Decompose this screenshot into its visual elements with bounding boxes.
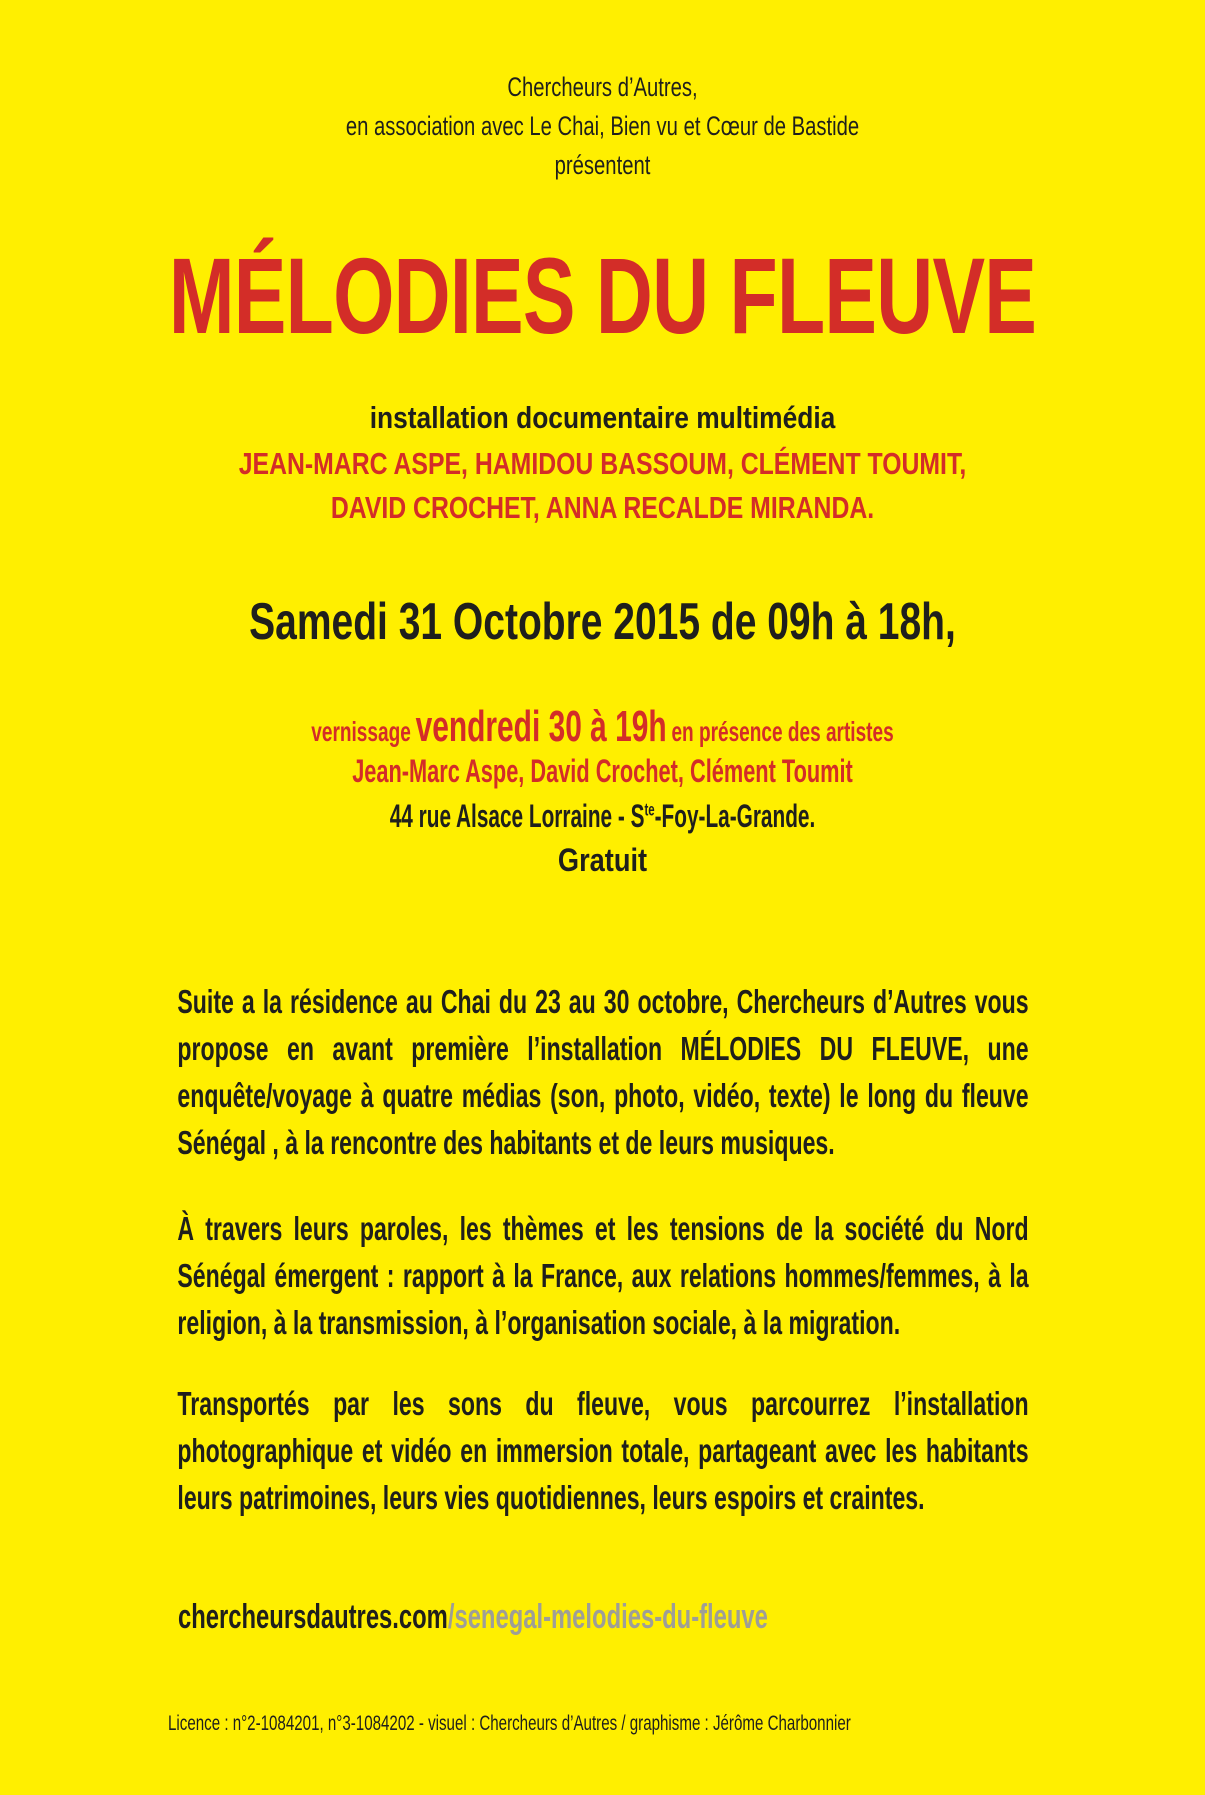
licence-note: Licence : n°2-1084201, n°3-1084202 - visuel : Chercheurs d’Autres / graphisme : Jérôme Charbonnier [168, 1712, 851, 1735]
address-superscript: te [644, 799, 655, 820]
page-title: MÉLODIES DU FLEUVE [168, 235, 1037, 356]
website-domain: chercheursdautres.com [178, 1598, 448, 1636]
artists-line-2: DAVID CROCHET, ANNA RECALDE MIRANDA. [330, 490, 875, 525]
event-date: Samedi 31 Octobre 2015 de 09h à 18h, [249, 593, 956, 651]
body-paragraph-3: Transportés par les sons du fleuve, vous parcourrez l’installation photographique et vidéo en immersion totale, partageant avec les habitants leurs patrimoines, leurs vies quotidiennes, leurs espoirs et craintes. [177, 1385, 1029, 1516]
event-address [211, 798, 994, 835]
price-label: Gratuit [557, 842, 648, 878]
presenters-header [151, 68, 1055, 185]
vernissage-artists: Jean-Marc Aspe, David Crochet, Clément Toumit [352, 753, 853, 789]
vernissage-datetime: vendredi 30 à 19h [415, 702, 667, 751]
presenter-association: en association avec Le Chai, Bien vu et Cœur de Bastide [345, 111, 860, 141]
subtitle: installation documentaire multimédia [369, 400, 836, 435]
vernissage-label: vernissage [311, 716, 411, 747]
website-url [178, 1598, 768, 1637]
vernissage-suffix: en présence des artistes [671, 716, 894, 747]
body-paragraph-2: À travers leurs paroles, les thèmes et les tensions de la société du Nord Sénégal émergent : rapport à la France, aux relations hommes/femmes, à la religion, à la transmission, à l’organisation sociale, à la migration. [177, 1210, 1029, 1341]
vernissage-line [193, 702, 1012, 752]
presenter-verb: présentent [554, 150, 651, 180]
body-paragraph-1: Suite a la résidence au Chai du 23 au 30 octobre, Chercheurs d’Autres vous propose en avant première l’installation MÉLODIES DU FLEUVE, une enquête/voyage à quatre médias (son, photo, vidéo, texte) le long du fleuve Sénégal , à la rencontre des habitants et de leurs musiques. [177, 983, 1029, 1161]
artists-line-1: JEAN-MARC ASPE, HAMIDOU BASSOUM, CLÉMENT TOUMIT, [238, 446, 967, 481]
address-street: 44 rue Alsace Lorraine - S [389, 798, 645, 834]
address-city: -Foy-La-Grande. [654, 798, 816, 834]
presenter-name: Chercheurs d’Autres, [507, 72, 698, 102]
website-path: /senegal-melodies-du-fleuve [447, 1598, 768, 1636]
